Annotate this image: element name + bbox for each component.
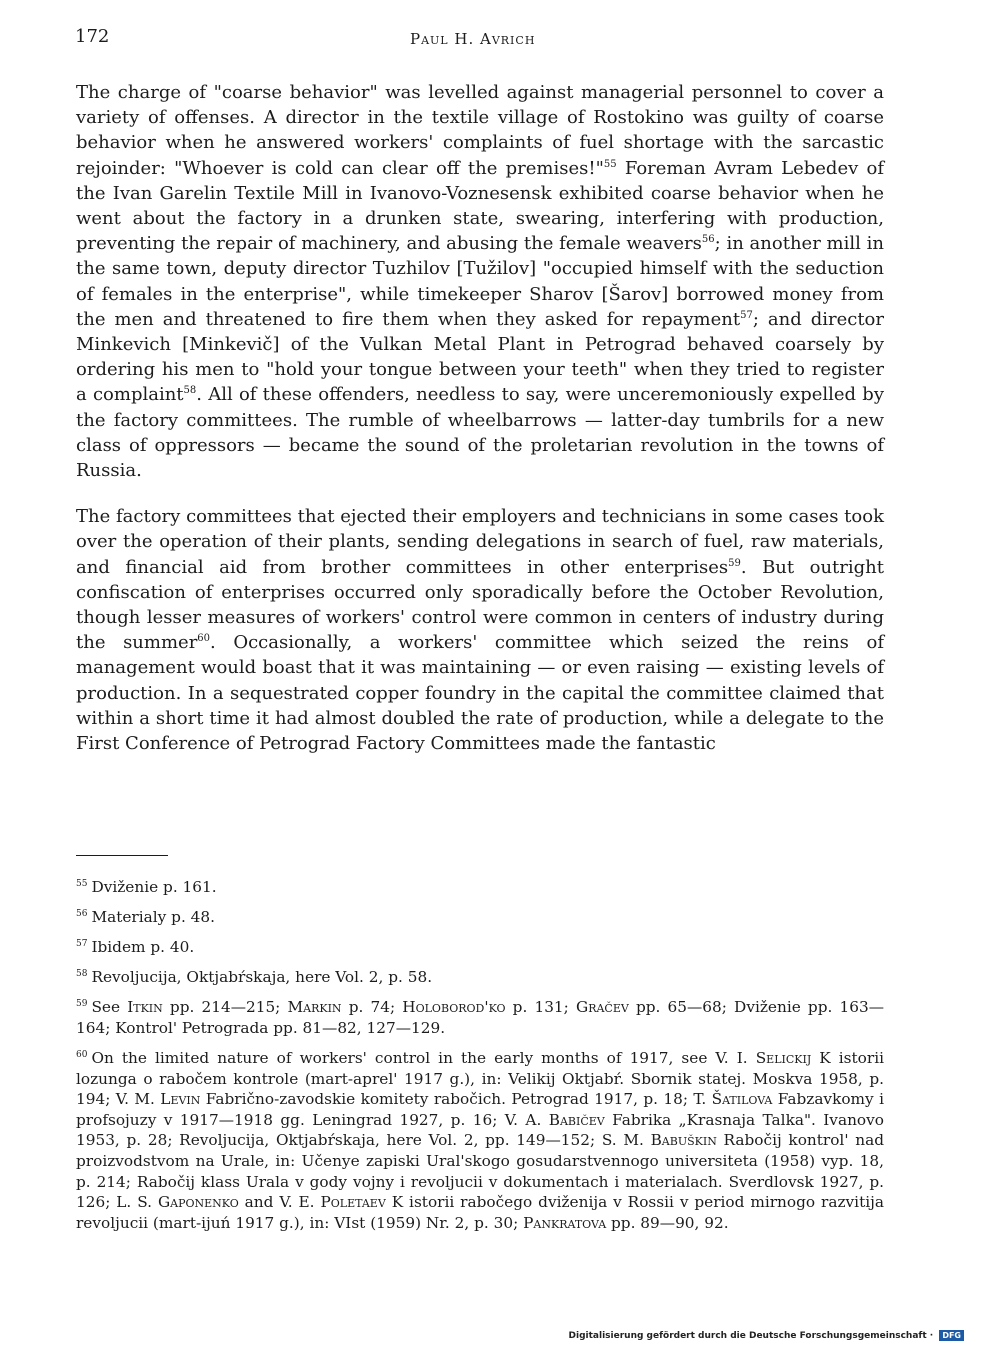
footnotes bbox=[76, 877, 884, 1243]
paragraph bbox=[76, 504, 884, 756]
text-run: The factory committees that ejected their employers and technicians in some cases took over the operation of their plants, sending delegations in search of fuel, raw materials, and financial aid from brother committees in other enterprises bbox=[76, 506, 884, 578]
footnote bbox=[76, 1048, 884, 1233]
digitization-note bbox=[569, 1330, 964, 1341]
author-name: Babičev bbox=[548, 1110, 605, 1129]
body-text bbox=[76, 80, 884, 756]
text-run: pp. 89—90, 92. bbox=[606, 1213, 729, 1232]
text-run: Fabzavkomy i profsojuzy v 1917—1918 gg. Leningrad 1927, p. 16; V. A. bbox=[76, 1090, 884, 1129]
footnote-reference: 60 bbox=[197, 633, 211, 645]
text-run: On the limited nature of workers' control in the early months of 1917, see V. I. bbox=[91, 1049, 756, 1068]
footnote bbox=[76, 967, 884, 988]
author-name: Itkin bbox=[127, 998, 163, 1017]
text-run: . But outright confiscation of enterprises occurred only sporadically before the October Revolution, though lesser measures of workers' control were common in centers of industry during the summer bbox=[76, 556, 884, 654]
text-run: The charge of "coarse behavior" was levelled against managerial personnel to cover a variety of offenses. A director in the textile village of Rostokino was guilty of coarse behavior when he answered workers' complaints of fuel shortage with the sarcastic rejoinder: "Whoever is cold can clear off the premises!" bbox=[76, 82, 884, 179]
text-run: Fabrika „Krasnaja Talka". Ivanovo 1953, p. 28; Revoljucija, Oktjabŕskaja, here Vol. 2, pp. 149—152; S. M. bbox=[76, 1110, 884, 1150]
paragraph bbox=[76, 80, 884, 483]
text-run: pp. 214—215; bbox=[162, 998, 288, 1017]
text-run: Ibidem p. 40. bbox=[91, 938, 195, 957]
author-name: Babuškin bbox=[650, 1131, 717, 1150]
author-name: Holoborod'ko bbox=[402, 998, 506, 1017]
text-run: K istorii rabočego dviženija v Rossii v period mirnogo razvitija revoljucii (mart-ijuń 1917 g.), in: VIst (1959) Nr. 2, p. 30; bbox=[76, 1193, 884, 1232]
footnote bbox=[76, 907, 884, 928]
footnote-reference: 59 bbox=[728, 557, 741, 569]
footnote bbox=[76, 937, 884, 958]
author-name: Pankratova bbox=[523, 1213, 607, 1232]
text-run: Fabrično-zavodskie komitety rabočich. Petrograd 1917, p. 18; T. bbox=[200, 1090, 712, 1109]
author-name: Gračev bbox=[575, 998, 629, 1017]
footnote-reference: 57 bbox=[740, 309, 753, 321]
footnote-reference: 58 bbox=[183, 385, 197, 397]
page-number: 172 bbox=[75, 26, 110, 47]
text-run: . Occasionally, a workers' committee which seized the reins of management would boast that it was maintaining — or even raising — existing levels of production. In a sequestrated copper foundry in the capital the committee claimed that within a short time it had almost doubled the rate of production, while a delegate to the First Conference of Petrograd Factory Committees made the fantastic bbox=[76, 632, 884, 755]
footnote-number: 58 bbox=[76, 969, 88, 980]
footnote bbox=[76, 877, 884, 898]
text-run: Dviženie p. 161. bbox=[91, 878, 217, 896]
text-run: K istorii lozunga o rabočem kontrole (mart-aprel' 1917 g.), in: Velikij Oktjabŕ. Sbornik statej. Moskva 1958, p. 194; V. M. bbox=[76, 1049, 884, 1109]
text-run: . All of these offenders, needless to say, were unceremoniously expelled by the factory committees. The rumble of wheelbarrows — latter-day tumbrils for a new class of oppressors — became the sound of the proletarian revolution in the towns of Russia. bbox=[76, 384, 884, 482]
text-run: Revoljucija, Oktjabŕskaja, here Vol. 2, p. 58. bbox=[91, 968, 433, 987]
footnote-reference: 55 bbox=[603, 158, 617, 170]
digitization-text: Digitalisierung gefördert durch die Deutsche Forschungsgemeinschaft · bbox=[568, 1331, 934, 1341]
author-name: Poletaev bbox=[320, 1193, 386, 1212]
footnote-number: 55 bbox=[76, 879, 88, 889]
author-name: Gaponenko bbox=[157, 1193, 239, 1212]
author-name: Šatilova bbox=[711, 1090, 773, 1109]
footnote-rule bbox=[76, 855, 168, 856]
dfg-logo-icon: DFG bbox=[939, 1330, 964, 1341]
text-run: pp. 65—68; Dviženie pp. 163—164; Kontrol' Petrograda pp. 81—82, 127—129. bbox=[76, 998, 884, 1037]
text-run: p. 74; bbox=[341, 998, 403, 1017]
text-run: p. 131; bbox=[505, 998, 576, 1017]
footnote-number: 60 bbox=[76, 1050, 88, 1061]
footnote bbox=[76, 997, 884, 1038]
footnote-number: 59 bbox=[76, 999, 88, 1010]
text-run: Rabočij kontrol' nad proizvodstvom na Urale, in: Učenye zapiski Ural'skogo gosudarstvennogo universiteta (1958) vyp. 18, p. 214; Rabočij klass Urala v gody vojny i revoljucii v dokumentach i materialach. Sverdlovsk 1927, p. 126; L. S. bbox=[76, 1131, 884, 1212]
text-run: See bbox=[91, 998, 128, 1017]
text-run: Materialy p. 48. bbox=[91, 908, 216, 927]
author-name: Selickij bbox=[755, 1049, 812, 1068]
text-run: Foreman Avram Lebedev of the Ivan Garelin Textile Mill in Ivanovo-Voznesensk exhibited coarse behavior when he went about the factory in a drunken state, swearing, interfering with production, preventing the repair of machinery, and abusing the female weavers bbox=[76, 157, 885, 255]
footnote-number: 57 bbox=[76, 939, 88, 950]
text-run: and V. E. bbox=[238, 1193, 321, 1212]
author-name: Markin bbox=[287, 998, 342, 1017]
footnote-reference: 56 bbox=[701, 234, 715, 246]
running-head: Paul H. Avrich bbox=[410, 30, 536, 48]
footnote-number: 56 bbox=[76, 909, 88, 920]
author-name: Levin bbox=[160, 1090, 201, 1109]
text-run: ; in another mill in the same town, deputy director Tuzhilov [Tužilov] "occupied himself with the seduction of females in the enterprise", while timekeeper Sharov [Šarov] borrowed money from the men and threatened to fire them when they asked for repayment bbox=[76, 233, 885, 330]
text-run: ; and director Minkevich [Minkevič] of the Vulkan Metal Plant in Petrograd behaved coarsely by ordering his men to "hold your tongue between your teeth" when they tried to register a complaint bbox=[76, 308, 884, 406]
